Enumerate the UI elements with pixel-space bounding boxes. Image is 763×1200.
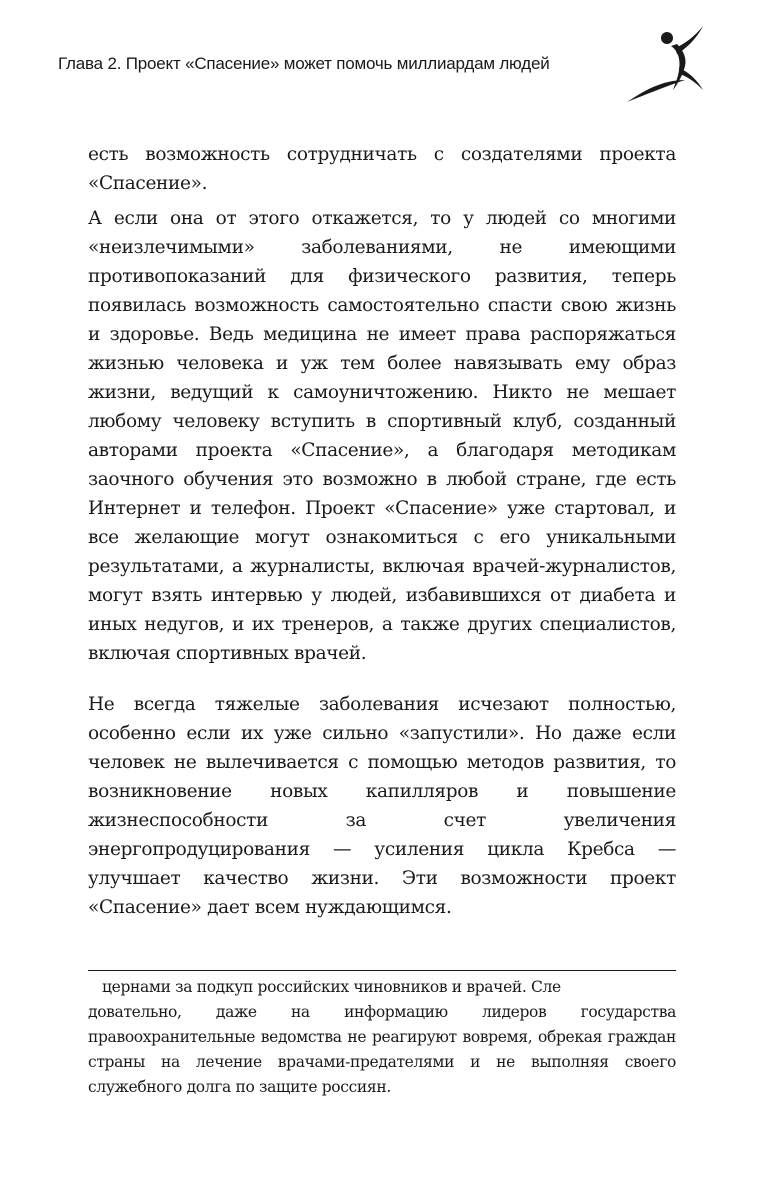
paragraph-2: А если она от этого откажется, то у людей со многими «неизлечимыми» заболеваниями, не имеющими противопоказаний для физического развития, теперь появилась возможность самостоятельно спасти свою жизнь и здоровье. Ведь медицина не имеет права распоряжаться жизнью человека и уж тем более навязывать ему образ жизни, ведущий к самоуничтожению. Никто не мешает любому человеку вступить в спортивный клуб, созданный авторами проекта «Спасение», а благодаря методикам заочного обучения это возможно в любой стране, где есть Интернет и телефон. Проект «Спасение» уже стартовал, и все желающие могут ознакомиться с его уникальными результатами, а журналисты, включая врачей-журналистов, могут взять интервью у людей, избавившихся от диабета и иных недугов, и их тренеров, а также других специалистов, включая спортивных врачей. <box>88 208 676 664</box>
logo-head <box>661 32 673 44</box>
running-figure-logo-icon <box>623 24 713 104</box>
footnote-divider <box>88 970 676 971</box>
footnote-body: довательно, даже на информацию лидеров государства правоохранительные ведомства не реагируют вовремя, обрекая граждан страны на лечение врачами-предателями и не выполняя своего служебного долга по защите россиян. <box>88 1003 676 1096</box>
chapter-title: Глава 2. Проект «Спасение» может помочь миллиардам людей <box>58 54 550 73</box>
running-header <box>58 52 708 112</box>
paragraph-3: Не всегда тяжелые заболевания исчезают полностью, особенно если их уже сильно «запустили». Но даже если человек не вылечивается с помощью методов развития, то возникновение новых капилляров и повышение жизнеспособности за счет увеличения энергопродуцирования — усиления цикла Кребса — улучшает качество жизни. Эти возможности проект «Спасение» дает всем нуждающимся. <box>88 694 676 918</box>
footnote-first-line: цернами за подкуп российских чиновников и врачей. Сле <box>102 978 561 996</box>
logo-leg <box>679 68 703 90</box>
logo-arm <box>675 26 703 54</box>
paragraph-1: есть возможность сотрудничать с создателями проекта «Спасение». <box>88 144 676 194</box>
footnote <box>88 975 676 1100</box>
